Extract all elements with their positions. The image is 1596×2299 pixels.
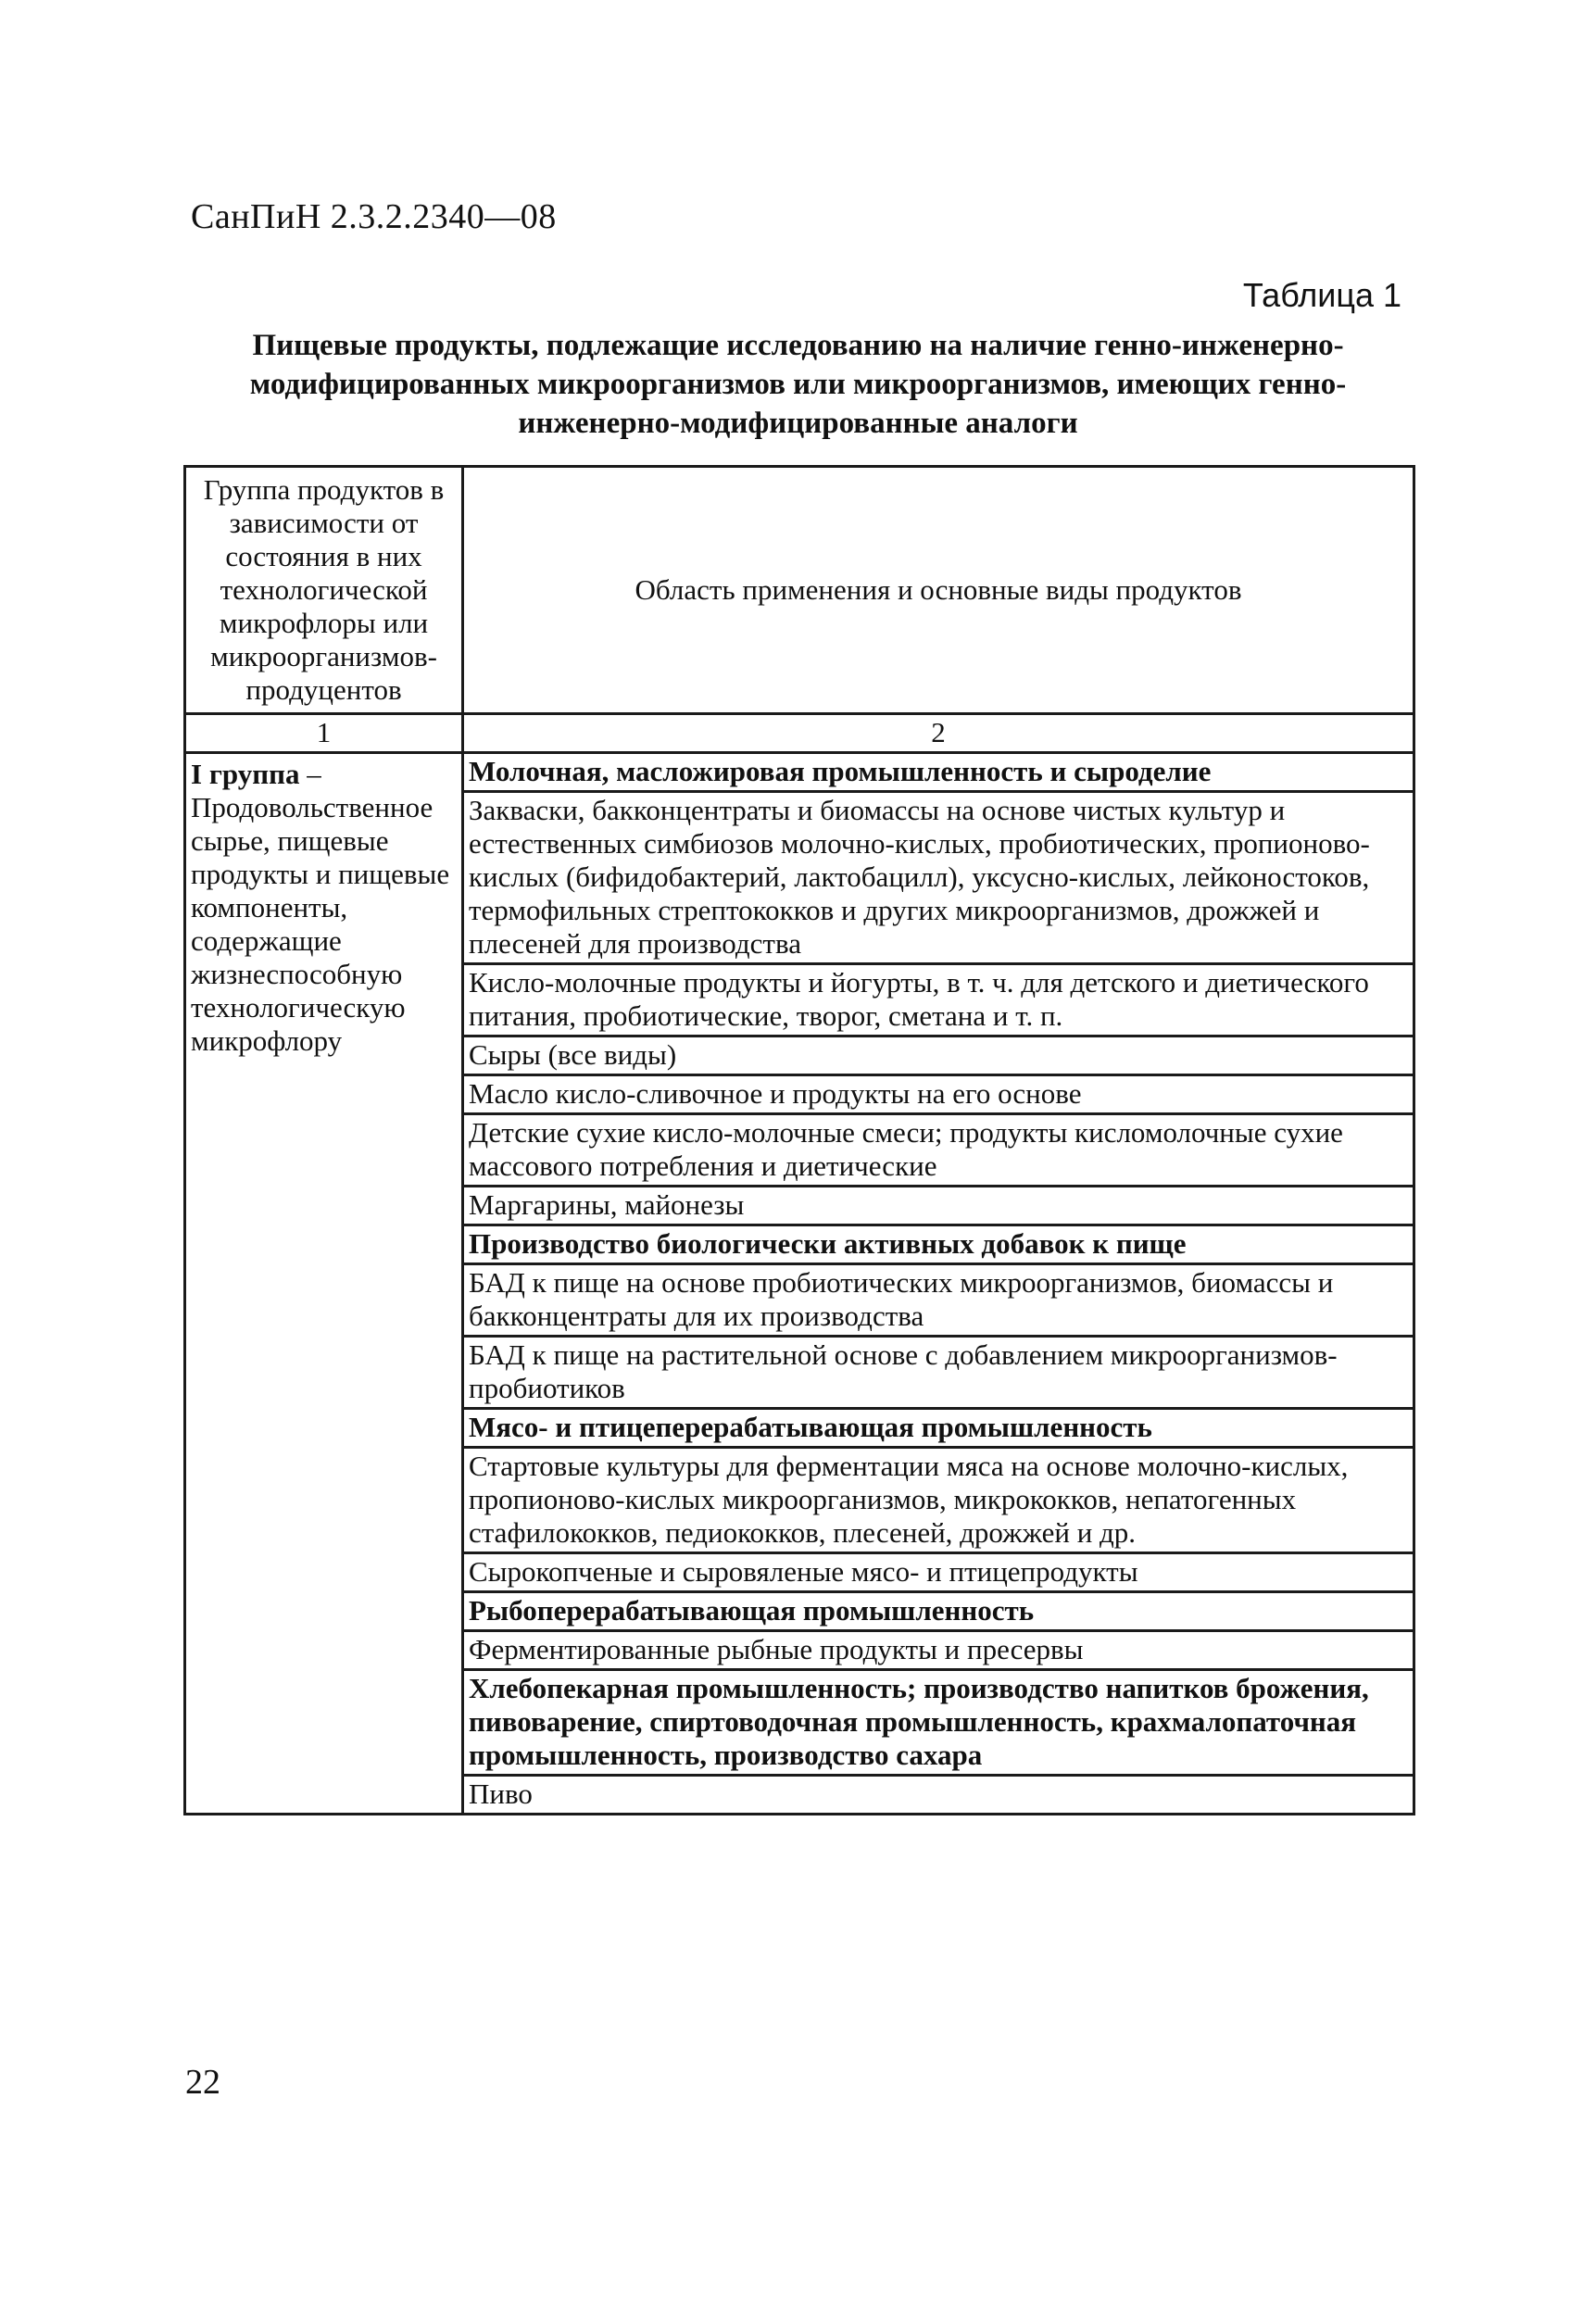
product-cell: Детские сухие кисло-молочные смеси; продукты кисломолочные сухие массового потребления и диетические (463, 1114, 1414, 1187)
header-col1: Группа продуктов в зависимости от состояния в них технологической микрофлоры или микроорганизмов-продуцентов (185, 467, 463, 714)
product-cell: Кисло-молочные продукты и йогурты, в т. ч. для детского и диетического питания, пробиотические, творог, сметана и т. п. (463, 964, 1414, 1036)
group-label: I группа (191, 758, 300, 790)
products-table (183, 465, 1415, 1815)
page-number: 22 (185, 2063, 220, 2102)
table-row (185, 753, 1414, 792)
product-cell: БАД к пище на основе пробиотических микроорганизмов, биомассы и бакконцентраты для их производства (463, 1264, 1414, 1337)
product-cell: Закваски, бакконцентраты и биомассы на основе чистых культур и естественных симбиозов молочно-кислых, пробиотических, пропионово-кислых (бифидобактерий, лактобацилл), уксусно-кислых, лейконостоков, термофильных стрептококков и других микроорганизмов, дрожжей и плесеней для производства (463, 792, 1414, 964)
group-cell (185, 753, 463, 1815)
product-cell: Сыры (все виды) (463, 1036, 1414, 1075)
section-heading-cell: Рыбоперерабатывающая промышленность (463, 1592, 1414, 1631)
header-row (185, 467, 1414, 714)
section-heading-cell: Мясо- и птицеперерабатывающая промышленность (463, 1409, 1414, 1448)
product-cell: Маргарины, майонезы (463, 1187, 1414, 1225)
section-heading-cell: Хлебопекарная промышленность; производство напитков брожения, пивоварение, спиртоводочная промышленность, крахмалопаточная промышленность, производство сахара (463, 1670, 1414, 1776)
product-cell: Пиво (463, 1776, 1414, 1815)
table-label: Таблица 1 (1242, 276, 1401, 314)
column-number-2: 2 (463, 714, 1414, 753)
product-cell: Стартовые культуры для ферментации мяса на основе молочно-кислых, пропионово-кислых микроорганизмов, микрококков, непатогенных стафилококков, педиококков, плесеней, дрожжей и др. (463, 1448, 1414, 1553)
product-cell: БАД к пище на растительной основе с добавлением микроорганизмов-пробиотиков (463, 1337, 1414, 1409)
header-col2: Область применения и основные виды продуктов (463, 467, 1414, 714)
group-description: – Продовольственное сырье, пищевые продукты и пищевые компоненты, содержащие жизнеспособную технологическую микрофлору (191, 758, 450, 1057)
product-cell: Масло кисло-сливочное и продукты на его основе (463, 1075, 1414, 1114)
section-heading-cell: Молочная, масложировая промышленность и сыроделие (463, 753, 1414, 792)
section-heading-cell: Производство биологически активных добавок к пище (463, 1225, 1414, 1264)
table-title: Пищевые продукты, подлежащие исследованию на наличие генно-инженерно-модифицированных микроорганизмов или микроорганизмов, имеющих генно-инженерно-модифицированные аналоги (249, 329, 1347, 440)
product-cell: Ферментированные рыбные продукты и пресервы (463, 1631, 1414, 1670)
document-code: СанПиН 2.3.2.2340—08 (191, 197, 557, 236)
product-cell: Сырокопченые и сыровяленые мясо- и птицепродукты (463, 1553, 1414, 1592)
column-number-row (185, 714, 1414, 753)
column-number-1: 1 (185, 714, 463, 753)
